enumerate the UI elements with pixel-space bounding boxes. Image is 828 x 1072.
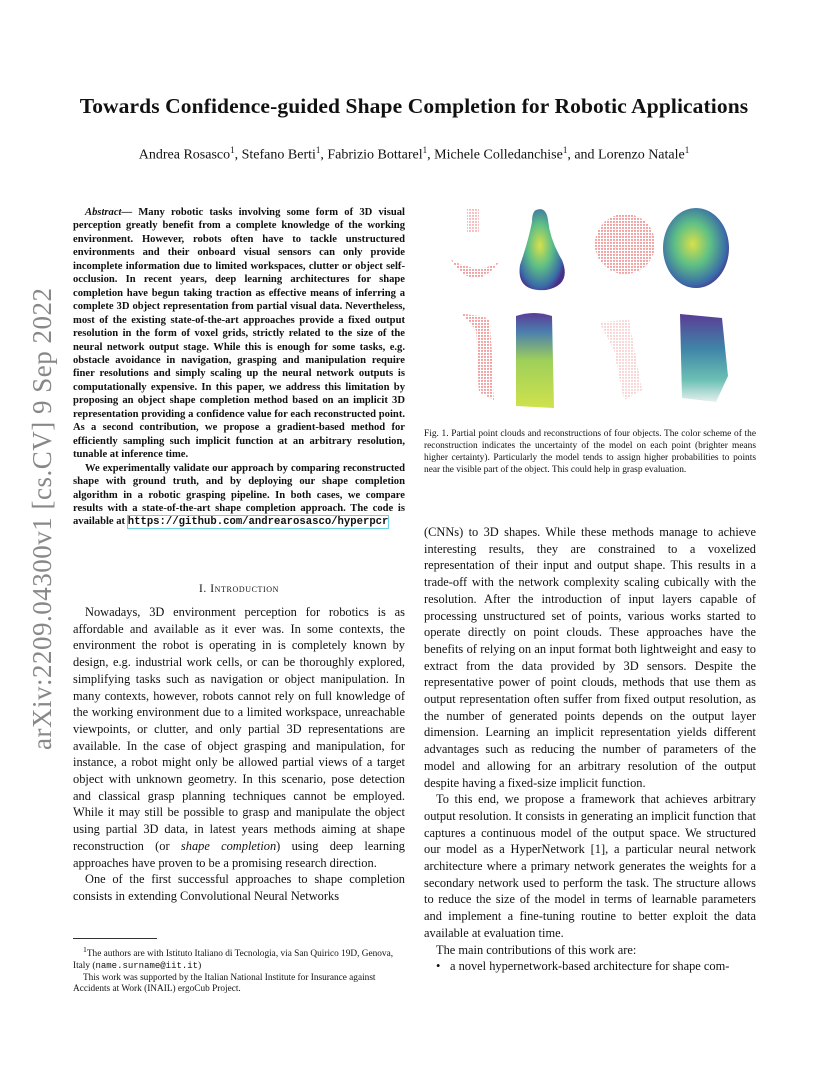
author: Stefano Berti xyxy=(241,147,316,163)
footnote-affiliation: $^1$The authors are with Istituto Italiano di Tecnologia, via San Quirico 19D, Genova, Italy (name.surname@iit.it) xyxy=(73,945,394,971)
abstract-paragraph xyxy=(73,462,405,530)
author: Michele Colledanchise xyxy=(434,147,563,163)
paper-title: Towards Confidence-guided Shape Completion for Robotic Applications xyxy=(79,94,749,118)
abstract-text: Many robotic tasks involving some form of 3D visual perception greatly benefit from a complete knowledge of the working environment. However, robots often have to tackle unstructured environments and their onboard visual sensors can only provide incomplete information due to limited workspaces, clutter or object self-occlusion. In recent years, deep learning architectures for shape completion have begun taking traction as effective means of inferring a complete 3D object representation from partial visual data. Nevertheless, most of the existing state-of-the-art approaches provide a fixed output resolution in the form of voxel grids, strictly related to the size of the neural network output stage. While this is enough for some tasks, e.g. obstacle avoidance in navigation, grasping and manipulation require finer resolutions and simply scaling up the neural network outputs is computationally expensive. In this paper, we address this limitation by proposing an object shape completion method based on an implicit 3D representation providing a confidence value for each reconstructed point. As a second contribution, we propose a gradient-based method for efficiently sampling such implicit function at an arbitrary resolution, tunable at inference time. xyxy=(73,207,405,461)
arxiv-stamp: arXiv:2209.04300v1 [cs.CV] 9 Sep 2022 xyxy=(27,287,57,750)
body-text: Nowadays, 3D environment perception for robotics is as affordable and available as it ever was. In some contexts, the environment the robot is operating in is completely known by design, e.g. industrial work cells, or can be thoroughly explored, simplifying tasks such as navigation or object manipulation. In many contexts, however, robots cannot rely on full knowledge of the working environment due to a limited workspace, unreachable viewpoints, or clutter, and only partial 3D representations are available. In the case of object grasping and manipulation, for instance, a robot might only be allowed partial views of a target object with unknown geometry. In this scenario, pose detection and classical grasp planning techniques cannot be employed. While it may still be possible to grasp and manipulate the object using partial 3D data, in latest years methods aiming at shape reconstruction (or xyxy=(73,605,405,853)
code-link[interactable]: https://github.com/andrearosasco/hyperpcr xyxy=(127,516,389,529)
reconstruction-box xyxy=(516,313,554,408)
affiliation-mark: 1 xyxy=(684,145,690,155)
body-paragraph: One of the first successful approaches to shape completion consists in extending Convolutional Neural Networks xyxy=(73,872,405,903)
affiliation-mark: 1 xyxy=(315,145,321,155)
right-column xyxy=(424,524,756,975)
reconstruction-bottle xyxy=(520,209,565,290)
body-text: ) using deep learning approaches have proven to be a promising research direction. xyxy=(73,838,405,870)
affiliation-mark: 1 xyxy=(422,145,428,155)
author: Andrea Rosasco xyxy=(138,147,231,163)
body-paragraph: (CNNs) to 3D shapes. While these methods manage to achieve interesting results, they are constrained to a voxelized representation of their input and output shape. This results in a trade-off with the network complexity scaling cubically with the resolution. After the introduction of input layers capable of processing unstructured set of points, various works started to operate directly on point clouds. These approaches have the benefits of relying on an input format both lightweight and easy to extract from the data provided by 3D sensors. Despite the representative power of point clouds, methods that use them as output representation often suffer from fixed output resolution, as the number of generated points depends on the output layer dimension. Learning an implicit representation yields different advantages such as reducing the number of parameters of the model and allowing for an arbitrary resolution of the output despite having a fixed-size implicit function. xyxy=(424,525,756,790)
reconstruction-prism xyxy=(680,314,728,402)
author: Fabrizio Bottarel xyxy=(327,147,423,163)
body-paragraph xyxy=(73,604,405,871)
figure-1-point-clouds xyxy=(424,200,756,418)
affiliation-mark: 1 xyxy=(230,145,235,155)
abstract-label: Abstract xyxy=(85,207,122,218)
email-address: name.surname@iit.it xyxy=(95,960,199,971)
partial-cloud-bowl xyxy=(451,208,499,278)
body-paragraph: The main contributions of this work are: xyxy=(436,942,637,957)
reconstruction-ellipsoid xyxy=(663,208,729,288)
left-column xyxy=(73,604,405,905)
partial-cloud-sphere xyxy=(595,214,655,274)
abstract xyxy=(73,206,405,530)
author: and Lorenzo Natale xyxy=(574,147,685,163)
affiliation-mark: 1 xyxy=(562,145,568,155)
footnote xyxy=(73,944,405,996)
contribution-bullet: • a novel hypernetwork-based architecture for shape com- xyxy=(424,958,756,975)
author-list: Andrea Rosasco$^1$, Stefano Berti$^1$, Fabrizio Bottarel$^1$, Michele Colledanchise$^1$, and Lorenzo Natale$^1$ xyxy=(138,145,690,163)
footnote-funding: This work was supported by the Italian National Institute for Insurance against Accidents at Work (INAIL) ergoCub Project. xyxy=(73,972,376,995)
figure-caption: Fig. 1. Partial point clouds and reconstructions of four objects. The color scheme of the reconstruction indicates the uncertainty of the model on each point (brighter means higher certainty). Particularly the model tends to assign higher probabilities to points near the visible part of the object. This could help in grasp evaluation. xyxy=(424,429,756,475)
partial-cloud-box xyxy=(462,314,494,400)
abstract-paragraph: Abstract— Many robotic tasks involving some form of 3D visual perception greatly benefit from a complete knowledge of the working environment. However, robots often have to tackle unstructured environments and their onboard visual sensors can only provide incomplete information due to limited workspaces, clutter or object self-occlusion. In recent years, deep learning architectures for shape completion have begun taking traction as effective means of inferring a complete 3D object representation from partial visual data. Nevertheless, most of the existing state-of-the-art approaches provide a fixed output resolution in the form of voxel grids, strictly related to the size of the neural network output stage. While this is enough for some tasks, e.g. obstacle avoidance in navigation, grasping and manipulation require finer resolutions and simply scaling up the neural network outputs is computationally expensive. In this paper, we address this limitation by proposing an object shape completion method based on an implicit 3D representation providing a confidence value for each reconstructed point. As a second contribution, we propose a gradient-based method for efficiently sampling such implicit function at an arbitrary resolution, tunable at inference time. xyxy=(73,207,405,461)
abstract-text: We experimentally validate our approach by comparing reconstructed shape with ground truth, and by deploying our shape completion algorithm in a robotic grasping pipeline. In both cases, we compare results with a state-of-the-art shape completion approach. The code is available at xyxy=(73,462,405,528)
partial-cloud-prism xyxy=(599,320,642,400)
body-paragraph: To this end, we propose a framework that achieves arbitrary output resolution. It consists in generating an implicit function that captures a continuous model of the output space. We structured our model as a HyperNetwork [1], a particular neural network architecture where a primary network generates the weights for a secondary network used to perform the task. The structure allows to reduce the size of the model in terms of learnable parameters and implement a fine-tuning routine to better exploit the data available at evaluation time. xyxy=(424,792,756,940)
footnote-rule xyxy=(73,938,157,939)
section-title: I. Introduction xyxy=(198,583,280,595)
emphasis: shape completion xyxy=(180,838,277,853)
